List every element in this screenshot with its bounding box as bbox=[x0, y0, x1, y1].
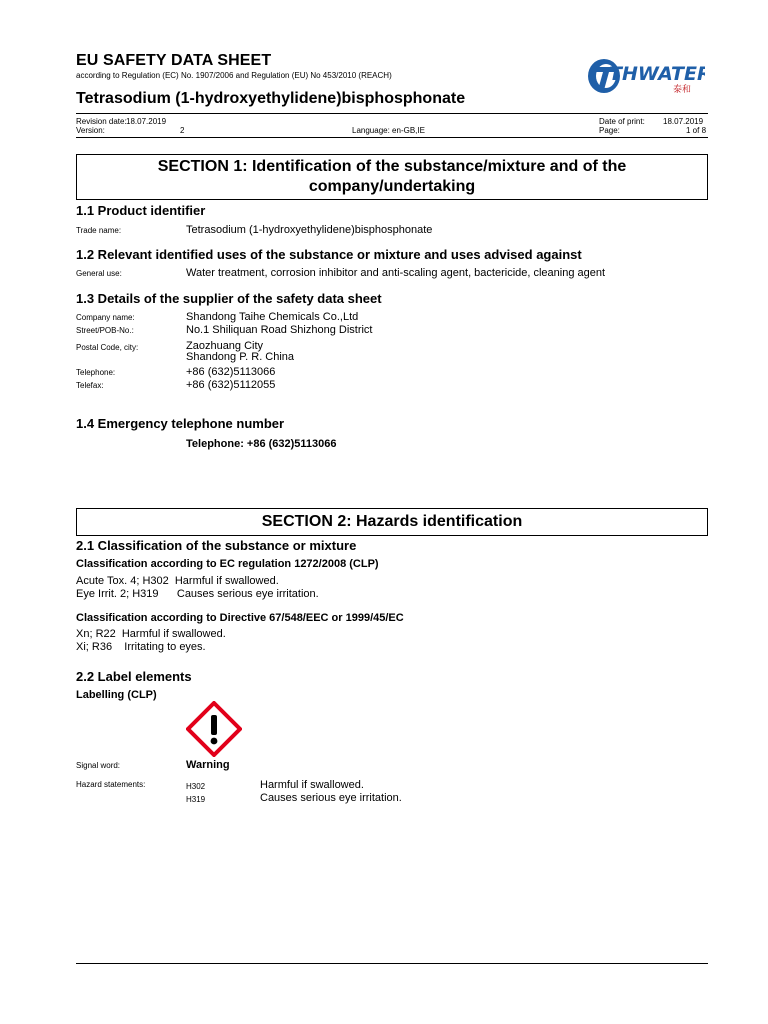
clp-classification-heading: Classification according to EC regulation 1272/2008 (CLP) bbox=[76, 558, 379, 570]
heading-1-3: 1.3 Details of the supplier of the safety data sheet bbox=[76, 291, 382, 306]
street-value: No.1 Shiliquan Road Shizhong District bbox=[186, 324, 373, 336]
city-value: Zaozhuang City bbox=[186, 340, 264, 352]
section1-title-line1: SECTION 1: Identification of the substance/mixture and of the bbox=[157, 158, 627, 175]
street-label: Street/POB-No.: bbox=[76, 326, 134, 335]
directive-classification-heading: Classification according to Directive 67/548/EEC or 1999/45/EC bbox=[76, 612, 404, 624]
clp-classification-line-1: Acute Tox. 4; H302 Harmful if swallowed. bbox=[76, 575, 279, 587]
trade-name-value: Tetrasodium (1-hydroxyethylidene)bisphosphonate bbox=[186, 224, 433, 236]
print-date: 18.07.2019 bbox=[663, 117, 704, 126]
version-label: Version: bbox=[76, 126, 105, 135]
exclamation-mark-pictogram-icon bbox=[186, 701, 242, 757]
product-title: Tetrasodium (1-hydroxyethylidene)bisphosphonate bbox=[76, 90, 466, 107]
logo-chinese-mark: 泰和 bbox=[673, 85, 692, 95]
hazard-code-h302: H302 bbox=[186, 782, 206, 791]
section1-title-box bbox=[76, 154, 708, 200]
heading-2-1: 2.1 Classification of the substance or mixture bbox=[76, 538, 357, 553]
hazard-statements-label: Hazard statements: bbox=[76, 780, 146, 789]
section2-title-box bbox=[76, 508, 708, 536]
company-logo bbox=[585, 54, 705, 98]
clp-classification-line-2: Eye Irrit. 2; H319 Causes serious eye irritation. bbox=[76, 588, 319, 600]
page-label: Page: bbox=[599, 126, 620, 135]
language-value: Language: en-GB,IE bbox=[352, 126, 425, 135]
header-top-rule bbox=[76, 113, 708, 114]
general-use-value: Water treatment, corrosion inhibitor and anti-scaling agent, bactericide, cleaning agent bbox=[186, 267, 606, 279]
emergency-telephone: Telephone: +86 (632)5113066 bbox=[186, 438, 337, 450]
directive-classification-line-1: Xn; R22 Harmful if swallowed. bbox=[76, 628, 226, 640]
hazard-text-h319: Causes serious eye irritation. bbox=[260, 792, 402, 804]
header-bottom-rule bbox=[76, 137, 708, 138]
hazard-code-h319: H319 bbox=[186, 795, 206, 804]
heading-1-1: 1.1 Product identifier bbox=[76, 203, 206, 218]
signal-word-value: Warning bbox=[186, 759, 230, 771]
company-name-label: Company name: bbox=[76, 313, 135, 322]
section1-title-line2: company/undertaking bbox=[308, 178, 476, 195]
telephone-label: Telephone: bbox=[76, 368, 116, 377]
general-use-label: General use: bbox=[76, 269, 122, 278]
version-value: 2 bbox=[180, 126, 185, 135]
telefax-label: Telefax: bbox=[76, 381, 104, 390]
heading-2-2: 2.2 Label elements bbox=[76, 669, 192, 684]
logo-wordmark: THWATER bbox=[609, 63, 705, 85]
regulation-reference: according to Regulation (EC) No. 1907/2006 and Regulation (EU) No 453/2010 (REACH) bbox=[76, 71, 392, 80]
heading-1-4: 1.4 Emergency telephone number bbox=[76, 416, 285, 431]
document-title: EU SAFETY DATA SHEET bbox=[76, 52, 272, 69]
trade-name-label: Trade name: bbox=[76, 226, 122, 235]
page-number: 1 of 8 bbox=[686, 126, 707, 135]
signal-word-label: Signal word: bbox=[76, 761, 121, 770]
telefax-value: +86 (632)5112055 bbox=[186, 379, 276, 391]
directive-classification-line-2: Xi; R36 Irritating to eyes. bbox=[76, 641, 206, 653]
print-date-label: Date of print: bbox=[599, 117, 645, 126]
revision-date: 18.07.2019 bbox=[126, 117, 167, 126]
region-value: Shandong P. R. China bbox=[186, 351, 295, 363]
section2-title: SECTION 2: Hazards identification bbox=[261, 513, 523, 530]
telephone-value: +86 (632)5113066 bbox=[186, 366, 276, 378]
labelling-clp-heading: Labelling (CLP) bbox=[76, 689, 157, 701]
heading-1-2: 1.2 Relevant identified uses of the substance or mixture and uses advised against bbox=[76, 247, 582, 262]
revision-date-label: Revision date: bbox=[76, 117, 127, 126]
footer-rule bbox=[76, 963, 708, 964]
postal-city-label: Postal Code, city: bbox=[76, 343, 139, 352]
company-name-value: Shandong Taihe Chemicals Co.,Ltd bbox=[186, 311, 359, 323]
hazard-text-h302: Harmful if swallowed. bbox=[260, 779, 364, 791]
